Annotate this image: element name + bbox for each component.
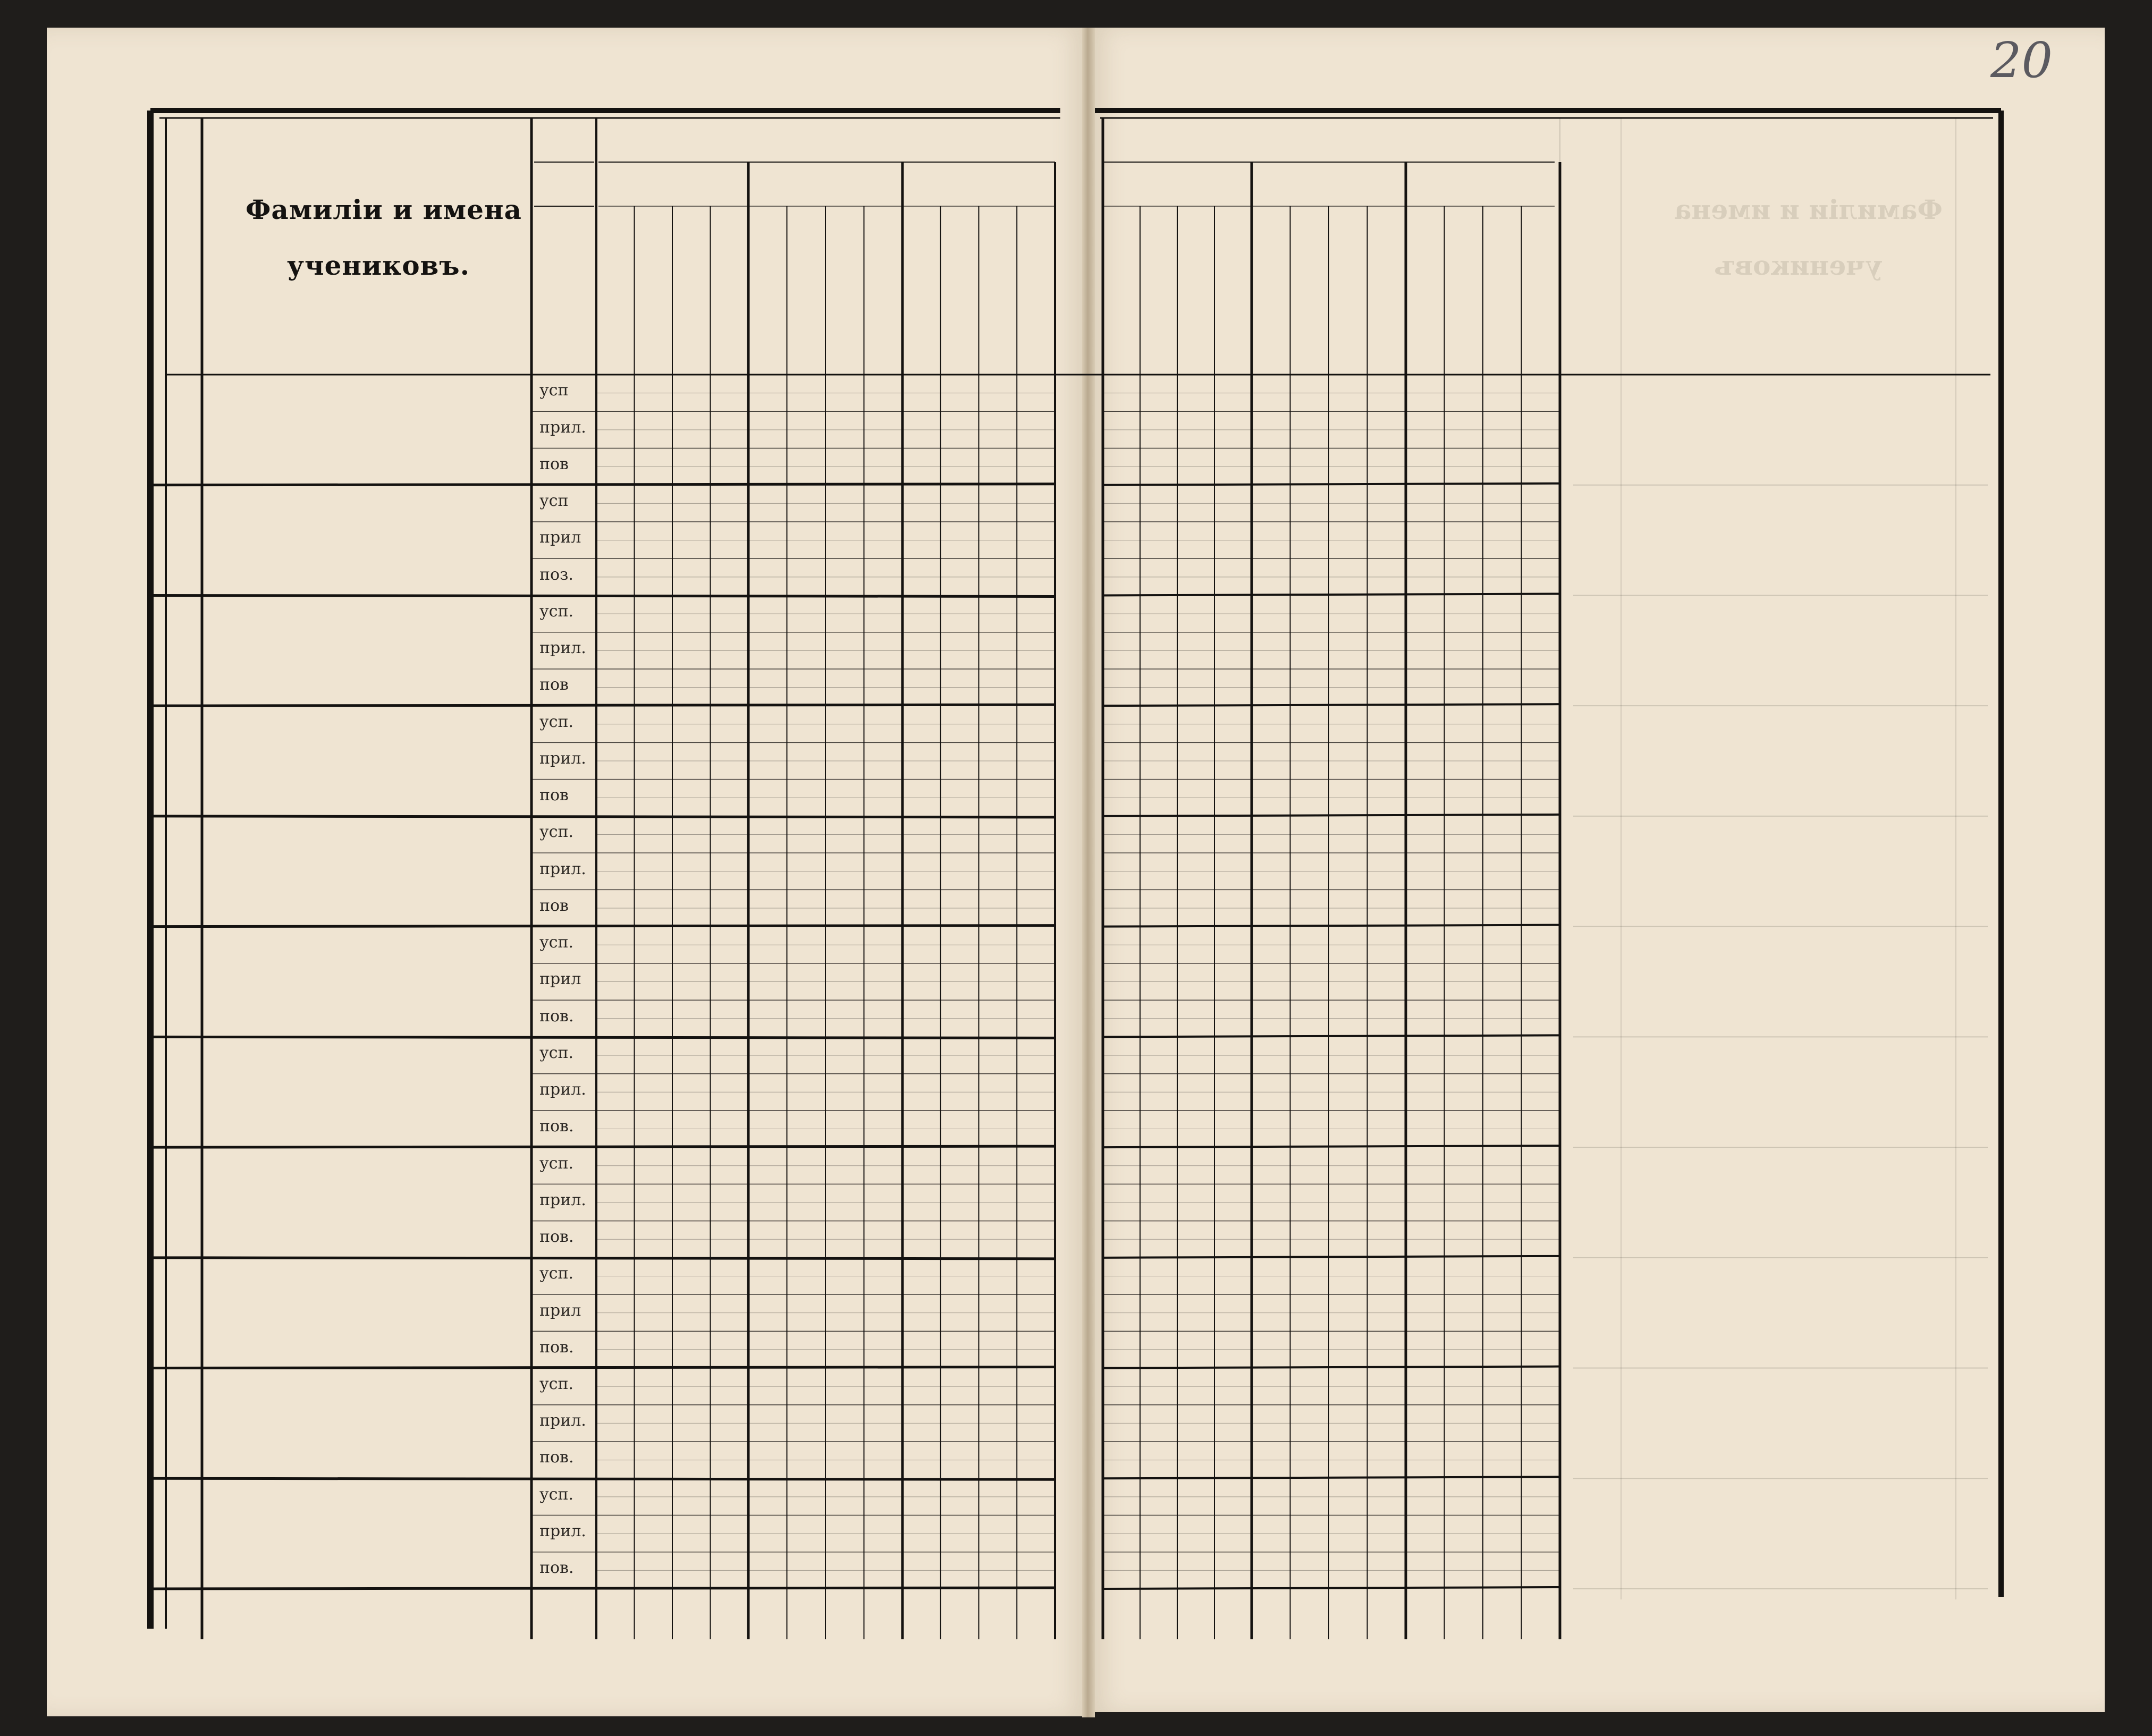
row-sublabel: прил <box>539 970 581 989</box>
row-sublabel: прил <box>539 1301 581 1320</box>
row-separator-left <box>150 1258 1055 1259</box>
row-separator-left <box>150 816 1055 817</box>
row-separator-left <box>150 1037 1055 1038</box>
row-separator-right <box>1103 704 1560 706</box>
row-sublabel: прил. <box>539 418 586 437</box>
row-sublabel: усп. <box>539 1485 573 1504</box>
row-separator-right <box>1103 1367 1560 1368</box>
row-separator-right <box>1103 1035 1560 1037</box>
row-separator-right <box>1103 925 1560 927</box>
header-names-line2: учениковъ. <box>287 250 470 281</box>
row-sublabel: усп. <box>539 823 573 842</box>
mirrored-header-line1: Фамилiи и имена <box>1674 194 1943 225</box>
header-names-line1: Фамилiи и имена <box>246 194 522 225</box>
row-separator-left <box>150 1588 1055 1589</box>
row-separator-right <box>1103 1477 1560 1478</box>
row-sublabel: прил. <box>539 1411 586 1430</box>
row-separator-left <box>150 1367 1055 1368</box>
row-sublabel: пов <box>539 896 569 915</box>
row-sublabel: пов. <box>539 1337 574 1357</box>
folio-number: 20 <box>1990 32 2053 89</box>
row-separator-left <box>150 1146 1055 1147</box>
row-sublabel: прил. <box>539 639 586 658</box>
row-sublabel: пов <box>539 786 569 805</box>
row-sublabel: прил. <box>539 859 586 878</box>
row-sublabel: усп. <box>539 602 573 621</box>
row-sublabel: пов. <box>539 1448 574 1467</box>
row-separator-right <box>1103 815 1560 816</box>
row-sublabel: усп <box>539 381 569 400</box>
row-separator-right <box>1103 1587 1560 1589</box>
row-sublabel: пов. <box>539 1559 574 1578</box>
row-sublabel: усп. <box>539 1375 573 1393</box>
row-sublabel: поз. <box>539 565 573 584</box>
row-sublabel: усп. <box>539 712 573 731</box>
row-separator-right <box>1103 1146 1560 1147</box>
row-separator-left <box>150 1478 1055 1479</box>
row-sublabel: прил. <box>539 1080 586 1099</box>
row-sublabel: прил. <box>539 1190 586 1209</box>
row-sublabel: прил. <box>539 749 586 768</box>
row-separator-right <box>1103 594 1560 595</box>
row-sublabel: прил <box>539 528 581 547</box>
row-sublabel: прил. <box>539 1521 586 1540</box>
row-sublabel: пов. <box>539 1227 574 1247</box>
row-sublabel: усп. <box>539 1043 573 1062</box>
mirrored-header-line2: учениковъ <box>1714 250 1883 281</box>
row-sublabel: пов. <box>539 1006 574 1026</box>
row-sublabel: пов. <box>539 1117 574 1136</box>
row-separator-right <box>1103 1256 1560 1258</box>
row-sublabel: усп. <box>539 1264 573 1283</box>
row-separator-right <box>1103 484 1560 485</box>
row-sublabel: усп. <box>539 933 573 952</box>
row-sublabel: пов <box>539 454 569 473</box>
row-separator-left <box>150 926 1055 927</box>
row-sublabel: пов <box>539 675 569 695</box>
row-separator-left <box>150 484 1055 485</box>
row-sublabel: усп. <box>539 1154 573 1173</box>
row-separator-left <box>150 595 1055 596</box>
row-separator-left <box>150 705 1055 706</box>
row-sublabel: усп <box>539 492 569 511</box>
